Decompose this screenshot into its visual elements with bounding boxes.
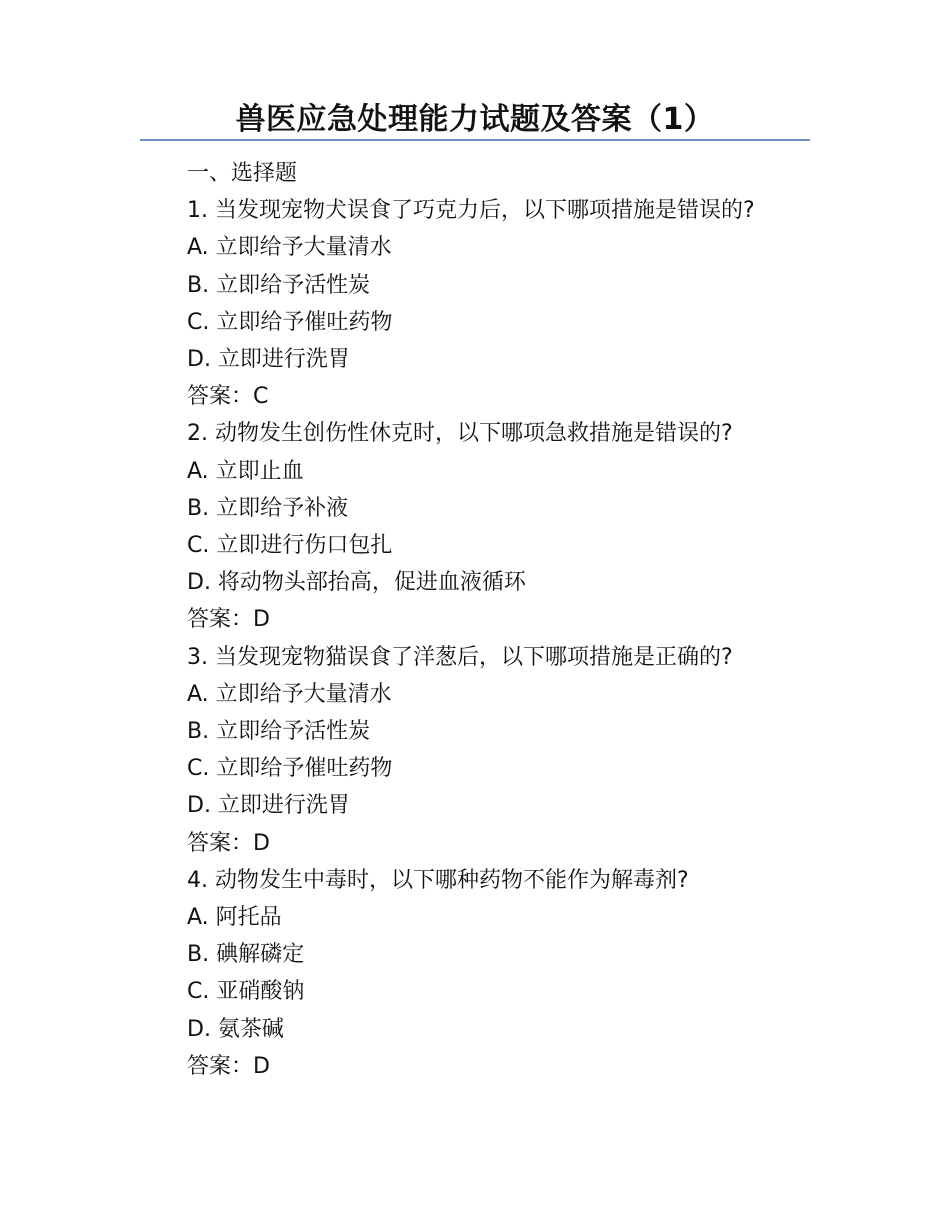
question-block <box>140 192 810 415</box>
question-stem: 1. 当发现宠物犬误食了巧克力后，以下哪项措施是错误的? <box>187 198 755 224</box>
question-stem: 2. 动物发生创伤性休克时，以下哪项急救措施是错误的? <box>187 421 733 447</box>
question-stem: 4. 动物发生中毒时，以下哪种药物不能作为解毒剂? <box>187 867 689 893</box>
question-block <box>140 639 810 862</box>
answer: 答案：D <box>187 1053 270 1079</box>
section-heading: 一、选择题 <box>187 161 298 186</box>
option: D. 氨茶碱 <box>187 1016 284 1042</box>
question-block <box>140 862 810 1085</box>
option: B. 立即给予补液 <box>187 495 349 521</box>
option: C. 立即给予催吐药物 <box>187 756 393 782</box>
document-title: 兽医应急处理能力试题及答案（1） <box>235 102 715 137</box>
option: C. 立即进行伤口包扎 <box>187 533 393 559</box>
option: B. 立即给予活性炭 <box>187 272 371 298</box>
option: A. 立即止血 <box>187 458 304 484</box>
option: A. 立即给予大量清水 <box>187 235 392 261</box>
document-body <box>140 155 810 1085</box>
answer: 答案：D <box>187 607 270 633</box>
option: B. 碘解磷定 <box>187 942 305 968</box>
option: A. 阿托品 <box>187 905 282 931</box>
option: D. 立即进行洗胃 <box>187 347 350 373</box>
option: D. 将动物头部抬高，促进血液循环 <box>187 570 526 596</box>
option: A. 立即给予大量清水 <box>187 681 392 707</box>
title-underline <box>140 139 810 141</box>
option: B. 立即给予活性炭 <box>187 719 371 745</box>
option: C. 亚硝酸钠 <box>187 979 305 1005</box>
option: D. 立即进行洗胃 <box>187 793 350 819</box>
question-stem: 3. 当发现宠物猫误食了洋葱后，以下哪项措施是正确的? <box>187 644 733 670</box>
question-block <box>140 415 810 638</box>
option: C. 立即给予催吐药物 <box>187 309 393 335</box>
answer: 答案：D <box>187 830 270 856</box>
answer: 答案：C <box>187 384 269 410</box>
